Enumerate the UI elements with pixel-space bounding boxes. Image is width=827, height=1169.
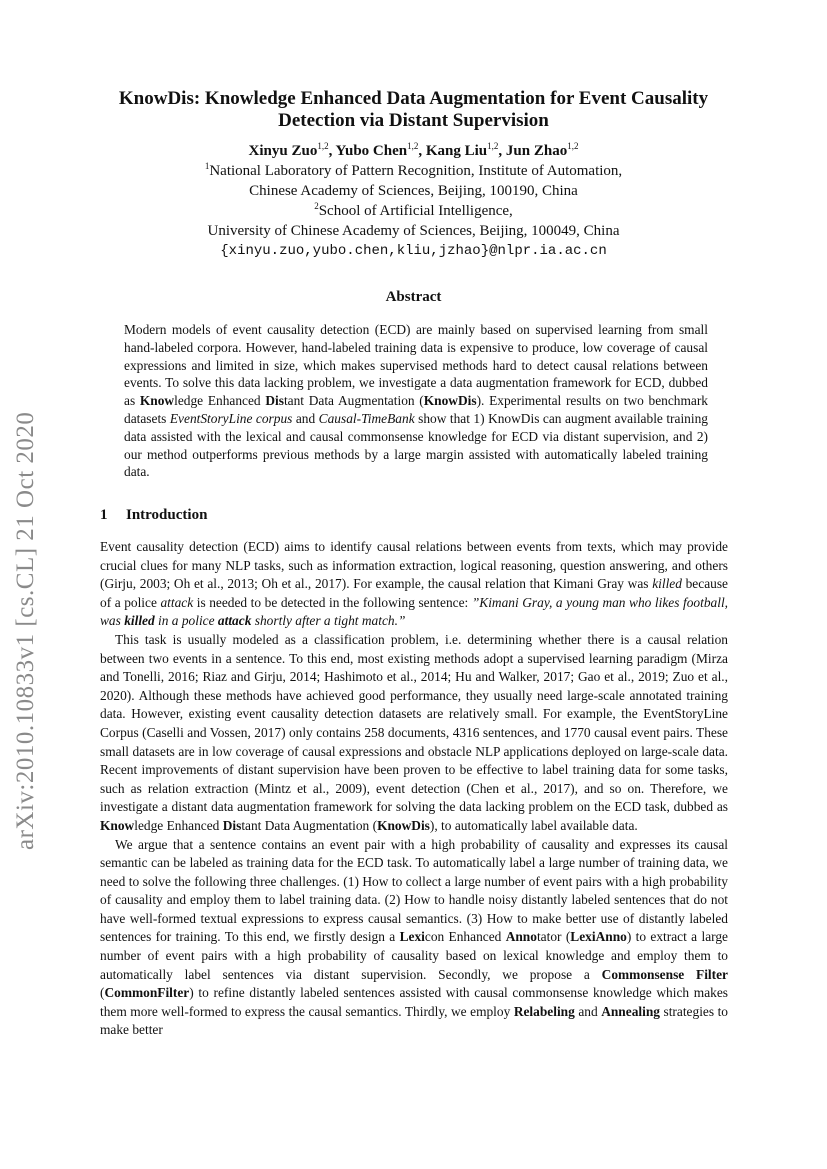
section-number: 1: [100, 507, 108, 523]
paragraph-1: [100, 538, 728, 631]
paper-title: [60, 88, 767, 132]
text-run: in a police: [154, 613, 218, 629]
affiliation-mark: 1,2: [567, 141, 579, 151]
abstract-body: [124, 321, 708, 481]
section-heading-introduction: [100, 507, 207, 524]
bold-run: Commonsense Filter: [601, 966, 728, 982]
text-run: tator (: [536, 929, 571, 945]
text-run: ”Kimani Gray, a young man who likes football, was: [100, 594, 729, 629]
bold-run: Anno: [505, 929, 537, 945]
separator: ,: [328, 143, 336, 159]
affiliation-mark: 1,2: [407, 141, 419, 151]
author-list: [60, 141, 767, 161]
bold-run: Annealing: [601, 1003, 660, 1019]
italic-run: Causal-TimeBank: [318, 410, 415, 426]
text-run: and: [574, 1003, 602, 1019]
author-emails: {xinyu.zuo,yubo.chen,kliu,jzhao}@nlpr.ia.ac.cn: [220, 243, 607, 259]
text-run: because of a police: [100, 576, 728, 610]
text-run: shortly after a tight match.”: [251, 613, 406, 629]
author-name: Jun Zhao: [505, 143, 568, 159]
italic-run: EventStoryLine corpus: [169, 410, 293, 426]
italic-run: killed: [652, 576, 682, 592]
author-block: [60, 141, 767, 261]
text-run: strategies to make better: [100, 1003, 728, 1038]
bold-run: LexiAnno: [570, 929, 627, 945]
text-run: ledge Enhanced: [134, 817, 223, 833]
affiliation-text: School of Artificial Intelligence,: [318, 203, 513, 219]
bold-run: Dis: [265, 393, 284, 409]
author-name: Yubo Chen: [335, 143, 408, 159]
bold-run: attack: [217, 613, 252, 629]
bold-run: CommonFilter: [104, 985, 190, 1001]
text-run: ). Experimental results on two benchmark datasets: [124, 393, 708, 426]
text-run: (: [100, 985, 105, 1001]
title-line-1: KnowDis: Knowledge Enhanced Data Augmentation for Event Causality: [118, 88, 709, 109]
affiliation-mark: 1: [204, 161, 210, 171]
text-run: This task is usually modeled as a classification problem, i.e. determining whether there is a causal relation between two events in a sentence. To this end, most existing methods adopt a supervised learning paradigm (Mirza and Tonelli, 2016; Riaz and Girju, 2014; Hashimoto et al., 2014; Hu and Walker, 2017; Gao et al., 2019; Zuo et al., 2020). Although these methods have achieved good performance, they usually need large-scale annotated training data. However, existing event causality detection datasets are relatively small. For example, the EventStoryLine Corpus (Caselli and Vossen, 2017) only contains 258 documents, 4316 sentences, and 1770 causal event pairs. These small datasets are in low coverage of causal expressions and obstacle NLP applications deployed on large-scale data. Recent improvements of distant supervision have been proven to be effective to label training data for some tasks, such as relation extraction (Mintz et al., 2009), event detection (Chen et al., 2017), and so on. Therefore, we investigate a distant data augmentation framework for solving the data lacking problem on the ECD task, dubbed as: [100, 631, 728, 815]
title-line-2: Detection via Distant Supervision: [278, 110, 549, 131]
text-run: show that 1) KnowDis can augment available training data assisted with the lexical and causal commonsense knowledge for ECD via distant supervision, and 2) our method outperforms previous methods by a large margin assisted with automatically labeled training data.: [124, 410, 708, 480]
author-name: Kang Liu: [425, 143, 488, 159]
arxiv-identifier-stamp: arXiv:2010.10833v1 [cs.CL] 21 Oct 2020: [12, 411, 39, 850]
bold-run: Know: [100, 817, 135, 833]
affiliation-1: [60, 161, 767, 181]
section-title: Introduction: [126, 507, 208, 523]
text-run: con Enhanced: [424, 929, 506, 945]
affiliation-text: National Laboratory of Pattern Recognition, Institute of Automation,: [209, 163, 623, 179]
bold-run: Dis: [222, 817, 242, 833]
affiliation-mark: 2: [314, 201, 319, 211]
text-run: is needed to be detected in the following sentence:: [193, 594, 472, 610]
bold-run: Relabeling: [513, 1003, 575, 1019]
text-run: ) to refine distantly labeled sentences assisted with causal commonsense knowledge which makes them more well-formed to express the causal semantics. Thirdly, we employ: [100, 985, 728, 1019]
affiliation-mark: 1,2: [487, 141, 499, 151]
text-run: ) to extract a large number of event pairs with a high probability of causality based on lexical knowledge and employ them to automatically label sentences via distant supervision. Secondly, we propose a: [100, 929, 728, 982]
italic-run: attack: [160, 594, 194, 610]
text-run: and: [292, 410, 319, 426]
text-run: tant Data Augmentation (: [283, 393, 424, 409]
text-run: ), to automatically label available data.: [429, 817, 638, 833]
introduction-body: [100, 538, 728, 1040]
bold-run: KnowDis: [423, 393, 477, 409]
bold-run: killed: [124, 613, 155, 629]
author-name: Xinyu Zuo: [248, 143, 318, 159]
separator: ,: [418, 143, 426, 159]
affiliation-mark: 1,2: [317, 141, 329, 151]
text-run: We argue that a sentence contains an event pair with a high probability of causality and expresses its causal semantic can be labeled as training data for the ECD task. To automatically label a large number of training data, we need to solve the following three challenges. (1) How to collect a large number of event pairs with a high probability of causality and employ them to label training data. (2) How to handle noisy distantly labeled sentences that do not have well-formed textual expressions to express causal semantics. (3) How to make better use of distantly labeled sentences for training. To this end, we firstly design a: [100, 836, 728, 945]
abstract-heading: Abstract: [385, 289, 442, 305]
bold-run: KnowDis: [377, 817, 430, 833]
text-run: ledge Enhanced: [174, 393, 266, 409]
paragraph-2: [100, 631, 728, 836]
bold-run: Lexi: [399, 929, 425, 945]
affiliation-1-cont: Chinese Academy of Sciences, Beijing, 100190, China: [249, 183, 578, 199]
separator: ,: [498, 143, 506, 159]
text-run: Modern models of event causality detection (ECD) are mainly based on supervised learning from small hand-labeled corpora. However, hand-labeled training data is expensive to produce, low coverage of causal expressions and limited in size, which makes supervised methods hard to detect causal relations between events. To solve this data lacking problem, we investigate a data augmentation framework for ECD, dubbed as: [124, 322, 708, 409]
paragraph-3: [100, 836, 728, 1041]
affiliation-2: [60, 201, 767, 221]
bold-run: Know: [139, 393, 175, 409]
text-run: Event causality detection (ECD) aims to identify causal relations between events from texts, which may provide crucial clues for many NLP tasks, such as information extraction, logical reasoning, question answering, and others (Girju, 2003; Oh et al., 2013; Oh et al., 2017). For example, the causal relation that Kimani Gray was: [100, 539, 728, 592]
text-run: tant Data Augmentation (: [241, 817, 378, 833]
affiliation-2-cont: University of Chinese Academy of Sciences, Beijing, 100049, China: [207, 223, 620, 239]
